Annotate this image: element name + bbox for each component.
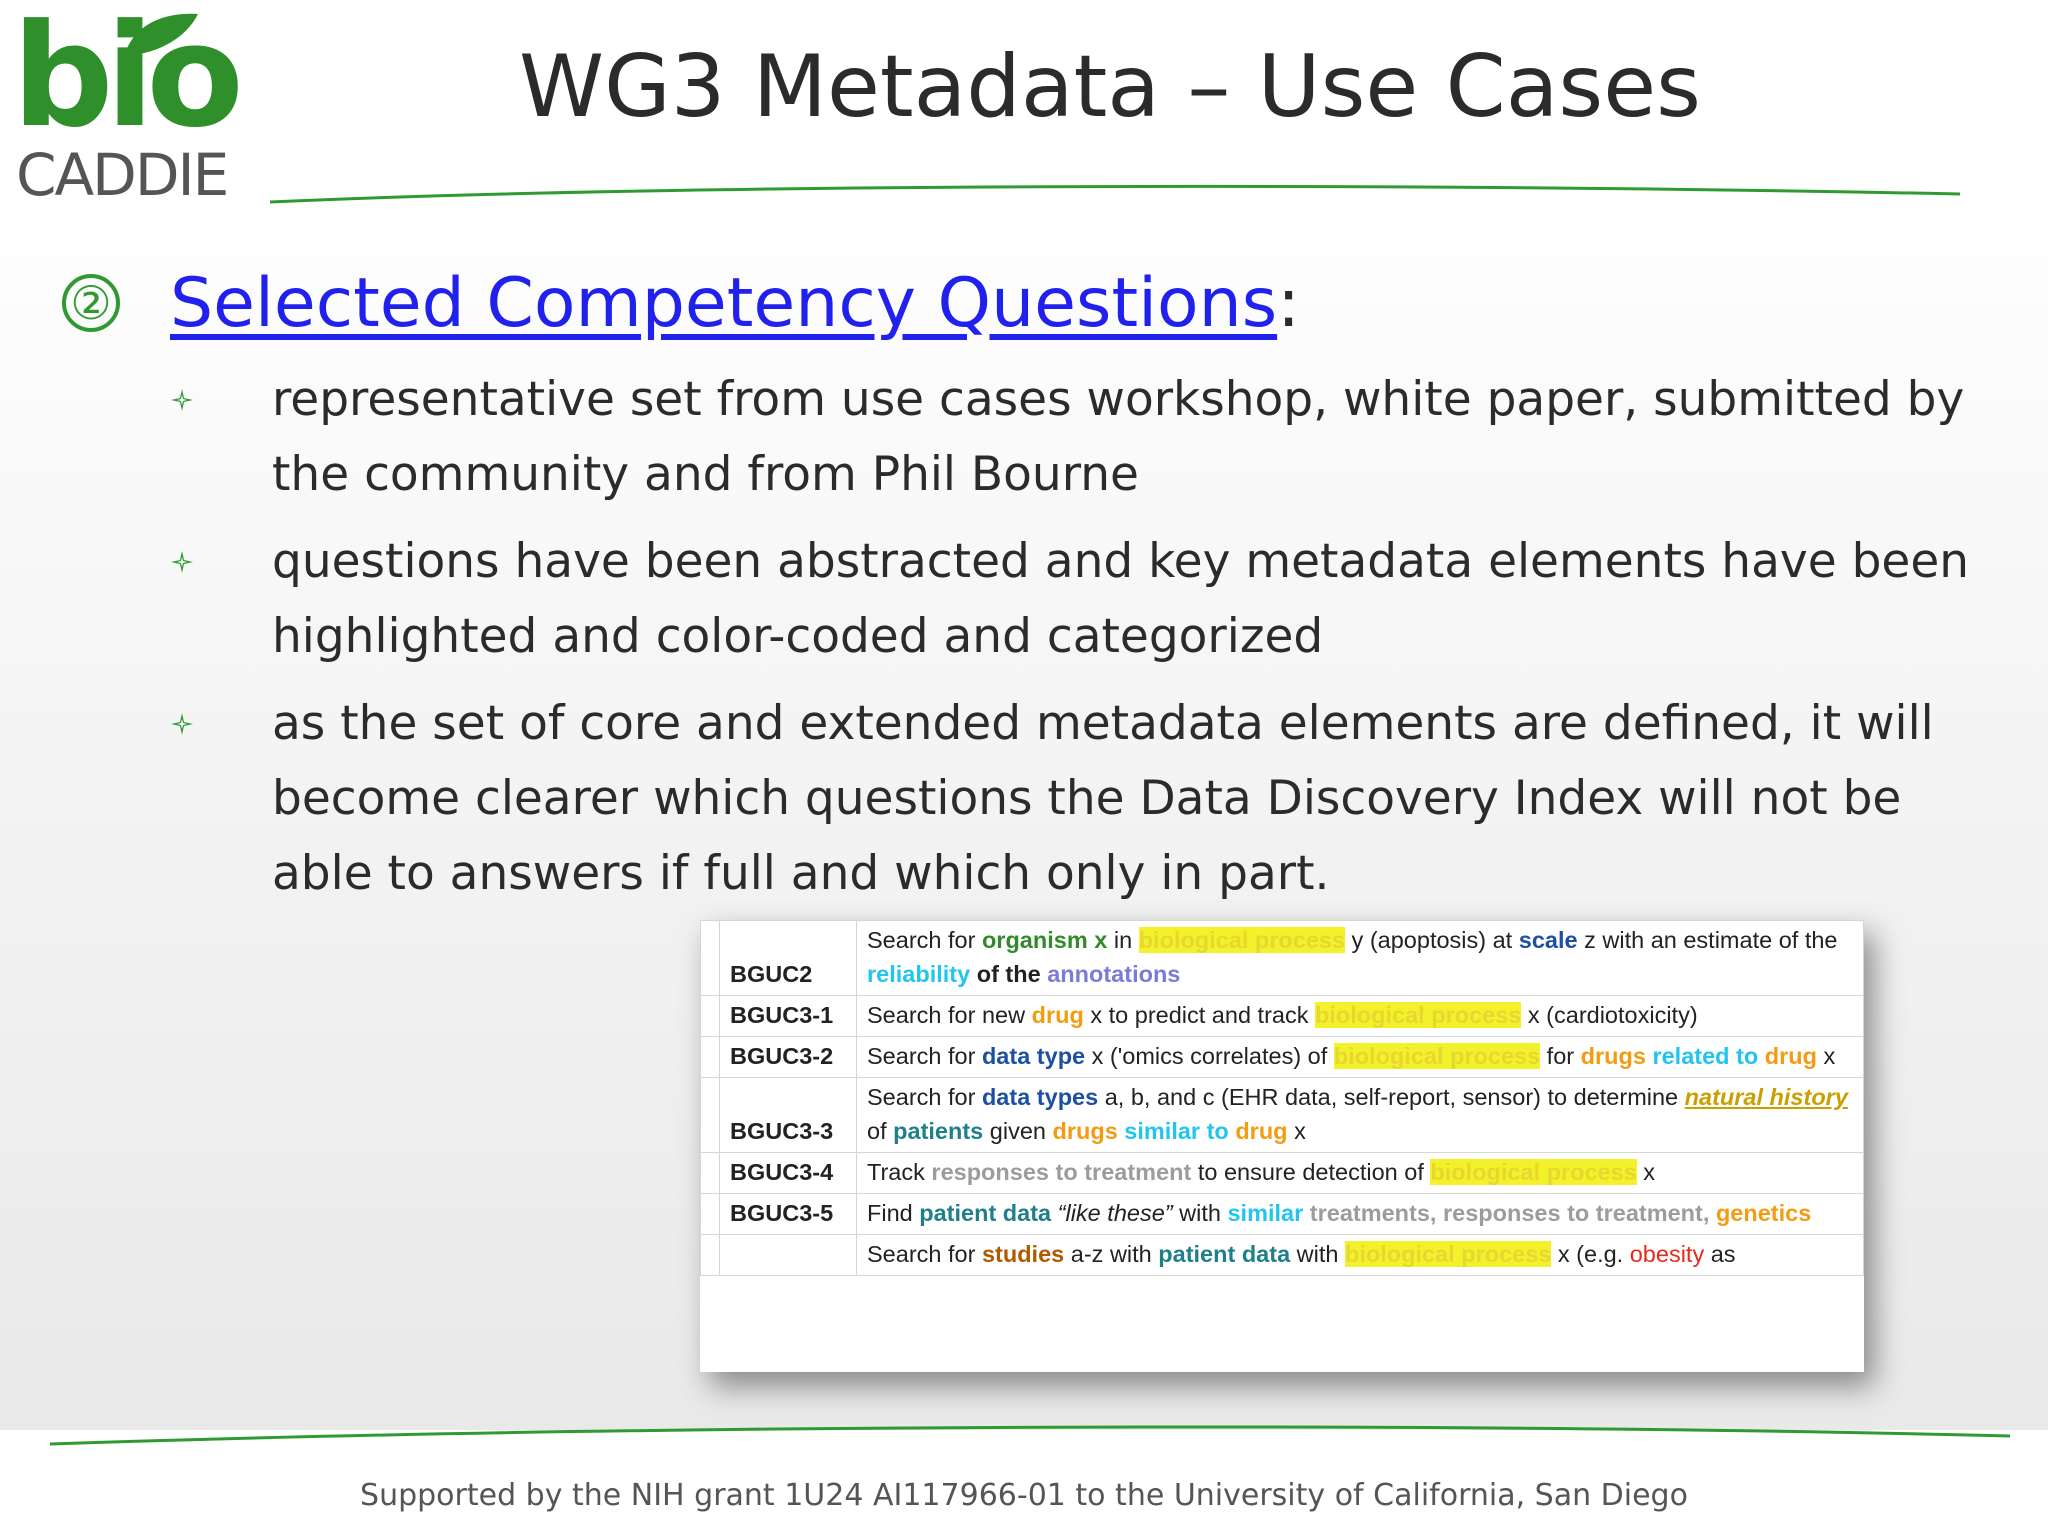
description-segment: studies <box>981 1241 1065 1267</box>
table-row <box>701 1235 1864 1276</box>
description-segment: x (e.g. <box>1551 1241 1630 1267</box>
table-row <box>701 1194 1864 1235</box>
row-gutter <box>701 996 720 1037</box>
description-segment: x (cardiotoxicity) <box>1521 1002 1698 1028</box>
section-heading <box>62 258 1300 348</box>
description-segment: drug <box>1764 1043 1817 1069</box>
description-segment: of <box>867 1118 894 1144</box>
description-segment: x to predict and track <box>1083 1002 1316 1028</box>
description-segment: biological process <box>1138 927 1346 953</box>
description-segment: for <box>1540 1043 1581 1069</box>
description-segment: natural history <box>1684 1084 1848 1110</box>
use-case-code: BGUC2 <box>720 921 857 996</box>
circled-number-icon: ② <box>62 274 120 332</box>
description-segment: drugs <box>1580 1043 1646 1069</box>
use-case-table <box>700 920 1864 1276</box>
description-segment: x ('omics correlates) of <box>1085 1043 1334 1069</box>
description-segment: reliability <box>867 961 971 987</box>
description-segment: biological process <box>1315 1002 1522 1028</box>
description-segment: drugs <box>1052 1118 1118 1144</box>
description-segment: patient data <box>919 1200 1052 1226</box>
description-segment: with <box>1172 1200 1228 1226</box>
description-segment: a-z with <box>1064 1241 1159 1267</box>
description-segment: Find <box>867 1200 920 1226</box>
description-segment: “like these” <box>1051 1200 1173 1226</box>
description-segment: data type <box>981 1043 1086 1069</box>
description-segment: drug <box>1235 1118 1288 1144</box>
description-segment: scale <box>1518 927 1578 953</box>
description-segment: Search for <box>867 1084 982 1110</box>
bullet-text: questions have been abstracted and key metadata elements have been highlighted and color-coded and categorized <box>272 534 1970 664</box>
use-case-code: BGUC3-1 <box>720 996 857 1037</box>
description-segment: treatments, responses to treatment, <box>1303 1200 1716 1226</box>
description-segment: z with an estimate of the <box>1577 927 1838 953</box>
description-segment: biological process <box>1333 1043 1541 1069</box>
row-gutter <box>701 1078 720 1153</box>
bullet-list <box>170 362 2000 923</box>
description-segment: x <box>1287 1118 1306 1144</box>
description-segment: x <box>1636 1159 1656 1185</box>
table-row <box>701 1078 1864 1153</box>
bullet-item <box>170 362 2000 512</box>
description-segment: responses to treatment <box>931 1159 1192 1185</box>
description-segment: a, b, and c (EHR data, self-report, sensor) to determine <box>1098 1084 1685 1110</box>
description-segment: Track <box>867 1159 932 1185</box>
bullet-text: as the set of core and extended metadata elements are defined, it will become clearer which questions the Data Discovery Index will not be able to answers if full and which only in part. <box>272 696 1934 901</box>
use-case-description <box>857 1078 1864 1153</box>
description-segment: related to <box>1645 1043 1765 1069</box>
use-case-code: BGUC3-3 <box>720 1078 857 1153</box>
description-segment: data types <box>981 1084 1099 1110</box>
description-segment: patient data <box>1158 1241 1291 1267</box>
use-case-code: BGUC3-4 <box>720 1153 857 1194</box>
row-gutter <box>701 1153 720 1194</box>
description-segment: similar <box>1227 1200 1304 1226</box>
competency-questions-link[interactable]: Selected Competency Questions <box>170 263 1278 343</box>
bullet-text: representative set from use cases workshop, white paper, submitted by the community and from Phil Bourne <box>272 372 1965 502</box>
biocaddie-logo <box>12 0 236 209</box>
sparkle-bullet-icon <box>170 712 194 736</box>
description-segment: genetics <box>1715 1200 1812 1226</box>
description-segment: given <box>983 1118 1053 1144</box>
row-gutter <box>701 1037 720 1078</box>
use-case-description <box>857 1037 1864 1078</box>
description-segment: in <box>1107 927 1139 953</box>
sparkle-bullet-icon <box>170 388 194 412</box>
table-row <box>701 1153 1864 1194</box>
description-segment: with <box>1290 1241 1346 1267</box>
row-gutter <box>701 1194 720 1235</box>
heading-colon: : <box>1277 263 1301 343</box>
description-segment: y (apoptosis) at <box>1345 927 1519 953</box>
use-case-code: BGUC3-5 <box>720 1194 857 1235</box>
row-gutter <box>701 1235 720 1276</box>
description-segment: Search for <box>867 1043 982 1069</box>
use-case-description <box>857 1153 1864 1194</box>
use-case-description <box>857 1235 1864 1276</box>
table-row <box>701 921 1864 996</box>
description-segment: similar to <box>1117 1118 1236 1144</box>
description-segment: organism x <box>981 927 1108 953</box>
use-case-description <box>857 1194 1864 1235</box>
footer-text: Supported by the NIH grant 1U24 AI117966-01 to the University of California, San Diego <box>360 1478 1688 1513</box>
description-segment: Search for <box>867 1241 982 1267</box>
footer-divider <box>50 1420 2010 1450</box>
use-case-description <box>857 921 1864 996</box>
description-segment: annotations <box>1047 961 1181 987</box>
description-segment: Search for new <box>867 1002 1032 1028</box>
title-divider <box>270 180 1960 210</box>
description-segment: biological process <box>1345 1241 1552 1267</box>
bullet-item <box>170 686 2000 911</box>
use-case-code <box>720 1235 857 1276</box>
description-segment: drug <box>1031 1002 1084 1028</box>
description-segment: biological process <box>1430 1159 1637 1185</box>
sparkle-bullet-icon <box>170 550 194 574</box>
row-gutter <box>701 921 720 996</box>
table-row <box>701 996 1864 1037</box>
logo-caddie-text: CADDIE <box>16 141 228 209</box>
use-case-code: BGUC3-2 <box>720 1037 857 1078</box>
bullet-item <box>170 524 2000 674</box>
description-segment: to ensure detection of <box>1191 1159 1431 1185</box>
use-case-table-screenshot <box>700 920 1864 1372</box>
logo-bio-text: bio <box>12 0 236 159</box>
description-segment: Search for <box>867 927 982 953</box>
description-segment: obesity <box>1629 1241 1705 1267</box>
description-segment: patients <box>893 1118 984 1144</box>
description-segment: x <box>1816 1043 1836 1069</box>
table-row <box>701 1037 1864 1078</box>
use-case-description <box>857 996 1864 1037</box>
description-segment: as <box>1704 1241 1736 1267</box>
description-segment: of the <box>970 961 1048 987</box>
slide-title: WG3 Metadata – Use Cases <box>519 37 1701 137</box>
